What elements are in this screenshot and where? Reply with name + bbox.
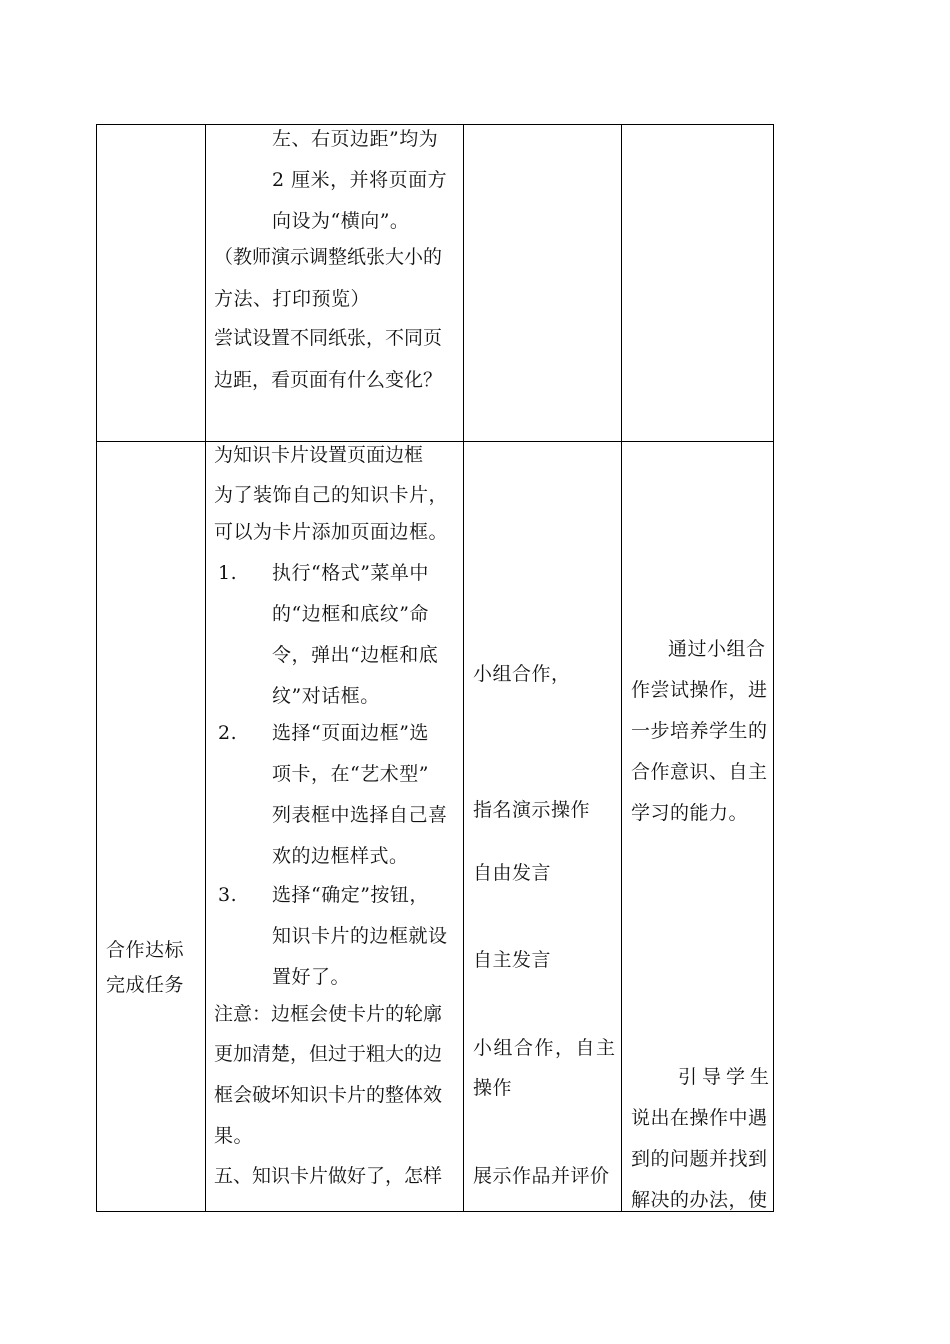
- content-line: 为了装饰自己的知识卡片，: [214, 484, 449, 506]
- step-number: 3.: [218, 884, 238, 906]
- content-line: 2 厘米，并将页面方: [272, 169, 448, 191]
- column-divider: [463, 125, 464, 1211]
- content-line: 可以为卡片添加页面边框。: [214, 521, 449, 543]
- student-activity: 小组合作，自主: [473, 1037, 617, 1059]
- step-number: 2.: [218, 722, 238, 744]
- step-line: 欢的边框样式。: [272, 845, 409, 867]
- student-activity: 展示作品并评价: [473, 1165, 610, 1187]
- intent-line: 解决的办法，使: [631, 1189, 768, 1211]
- student-activity: 小组合作，: [473, 663, 571, 685]
- column-divider: [621, 125, 622, 1211]
- intent-line: 通过小组合: [668, 638, 766, 660]
- content-line: （教师演示调整纸张大小的: [214, 246, 443, 268]
- step-line: 选择“确定”按钮，: [272, 884, 429, 906]
- step-line: 令，弹出“边框和底: [272, 644, 439, 666]
- step-line: 置好了。: [272, 966, 351, 988]
- intent-line: 学习的能力。: [631, 802, 749, 824]
- row-divider: [97, 441, 773, 442]
- note-line: 果。: [214, 1125, 254, 1147]
- intent-line: 作尝试操作，进: [631, 679, 768, 701]
- content-line: 左、右页边距”均为: [272, 128, 439, 150]
- content-line: 尝试设置不同纸张，不同页: [214, 327, 443, 349]
- step-line: 列表框中选择自己喜: [272, 804, 448, 826]
- intent-line: 引导学生: [678, 1066, 775, 1088]
- student-activity: 自由发言: [473, 862, 552, 884]
- intent-line: 一步培养学生的: [631, 720, 768, 742]
- step-line: 选择“页面边框”选: [272, 722, 429, 744]
- student-activity: 自主发言: [473, 949, 552, 971]
- content-line: 边距，看页面有什么变化？: [214, 369, 443, 391]
- column-divider: [205, 125, 206, 1211]
- stage-label: 完成任务: [106, 974, 185, 996]
- intent-line: 说出在操作中遇: [631, 1107, 768, 1129]
- note-line: 框会破坏知识卡片的整体效: [214, 1084, 443, 1106]
- content-line: 方法、打印预览）: [214, 288, 371, 310]
- stage-label: 合作达标: [106, 939, 185, 961]
- intent-line: 合作意识、自主: [631, 761, 768, 783]
- step-line: 知识卡片的边框就设: [272, 925, 448, 947]
- note-line: 注意：边框会使卡片的轮廓: [214, 1003, 443, 1025]
- step-line: 项卡，在“艺术型”: [272, 763, 429, 785]
- student-activity: 指名演示操作: [473, 799, 591, 821]
- content-line: 向设为“横向”。: [272, 210, 410, 232]
- step-line: 执行“格式”菜单中: [272, 562, 429, 584]
- content-line: 五、知识卡片做好了，怎样: [214, 1165, 443, 1187]
- note-line: 更加清楚，但过于粗大的边: [214, 1043, 443, 1065]
- intent-line: 到的问题并找到: [631, 1148, 768, 1170]
- step-number: 1.: [218, 562, 238, 584]
- step-line: 的“边框和底纹”命: [272, 603, 429, 625]
- step-line: 纹”对话框。: [272, 685, 380, 707]
- section-heading: 为知识卡片设置页面边框: [214, 444, 424, 466]
- student-activity: 操作: [473, 1077, 513, 1099]
